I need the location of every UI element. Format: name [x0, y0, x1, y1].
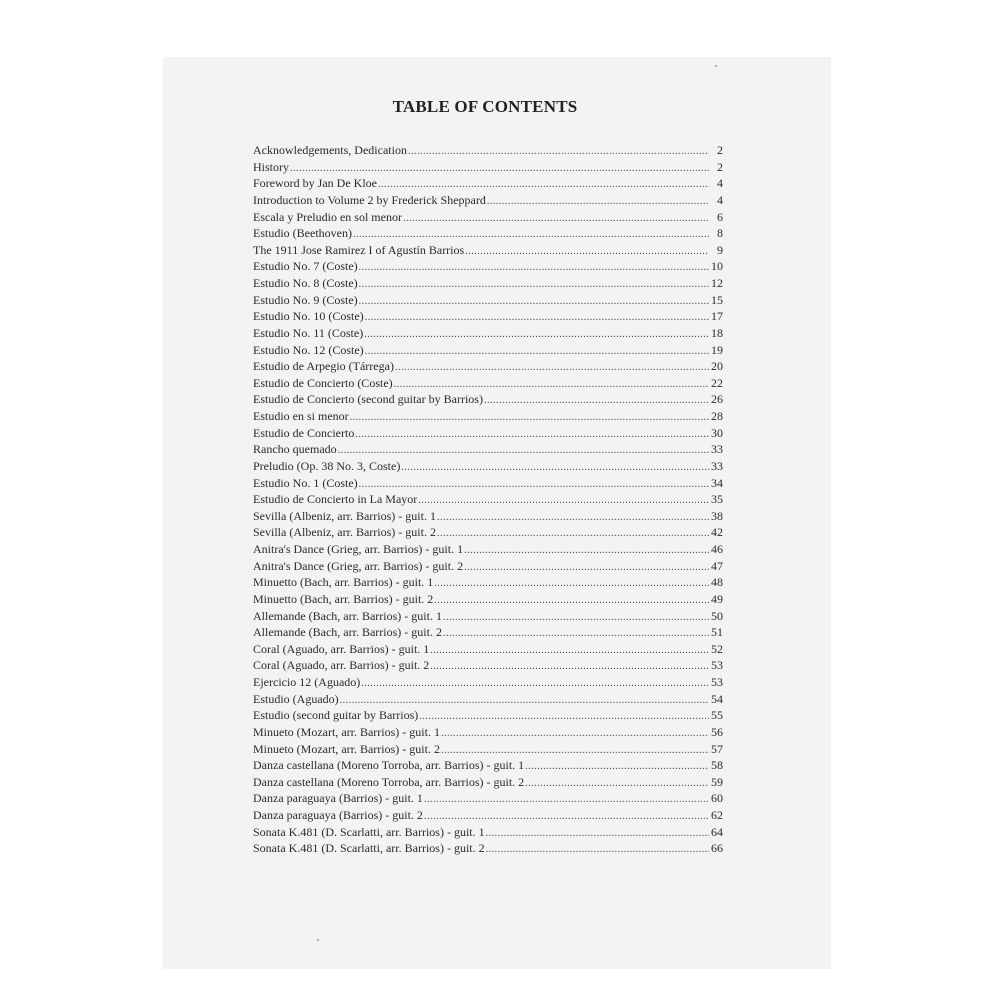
- dot-leader: [355, 427, 709, 444]
- dot-leader: [487, 194, 709, 211]
- toc-entry-title: History: [253, 159, 289, 174]
- toc-entry: [253, 275, 723, 292]
- toc-entry-title: Acknowledgements, Dedication: [253, 143, 407, 157]
- toc-entry: [253, 541, 723, 558]
- toc-entry-title: Sonata K.481 (D. Scarlatti, arr. Barrios) - guit. 1: [253, 824, 485, 839]
- toc-entry-page-number: 58: [711, 758, 723, 773]
- toc-entry-page-number: 34: [711, 475, 723, 490]
- dot-leader: [443, 626, 709, 643]
- toc-entry-page-number: 28: [711, 409, 723, 423]
- dot-leader: [525, 759, 709, 776]
- toc-entry: [253, 641, 723, 658]
- toc-entry: [253, 425, 723, 442]
- dot-leader: [359, 294, 709, 311]
- toc-entry: [253, 807, 723, 824]
- dot-leader: [408, 144, 709, 161]
- toc-entry-title: Danza castellana (Moreno Torroba, arr. Barrios) - guit. 2: [253, 774, 525, 789]
- toc-entry-page-number: 48: [711, 575, 723, 590]
- dot-leader: [430, 643, 709, 660]
- dot-leader: [361, 676, 709, 693]
- dot-leader: [359, 260, 709, 277]
- dot-leader: [424, 792, 709, 809]
- toc-entry: [253, 491, 723, 508]
- dot-leader: [419, 709, 709, 726]
- toc-entry-title: Sonata K.481 (D. Scarlatti, arr. Barrios) - guit. 2: [253, 841, 485, 856]
- toc-entry-title: Anitra's Dance (Grieg, arr. Barrios) - guit. 2: [253, 558, 464, 573]
- dot-leader: [365, 310, 709, 327]
- toc-entry: [253, 358, 723, 375]
- dot-leader: [434, 576, 709, 593]
- toc-list: [253, 142, 723, 857]
- toc-entry-page-number: 4: [717, 176, 723, 191]
- toc-entry: [253, 475, 723, 492]
- paper-speck: [715, 65, 717, 67]
- dot-leader: [434, 593, 709, 610]
- toc-entry-page-number: 8: [717, 226, 723, 241]
- toc-entry-page-number: 56: [711, 724, 723, 739]
- dot-leader: [443, 610, 709, 627]
- toc-entry-title: Estudio de Concierto (second guitar by Barrios): [253, 392, 483, 407]
- toc-entry-page-number: 52: [711, 641, 723, 656]
- toc-entry-page-number: 20: [711, 359, 723, 374]
- toc-entry-title: Coral (Aguado, arr. Barrios) - guit. 1: [253, 641, 430, 656]
- toc-entry-title: Escala y Preludio en sol menor: [253, 209, 402, 224]
- toc-entry-title: Coral (Aguado, arr. Barrios) - guit. 2: [253, 658, 430, 673]
- toc-entry: [253, 242, 723, 259]
- toc-entry: [253, 741, 723, 758]
- toc-entry: [253, 375, 723, 392]
- toc-entry: [253, 790, 723, 807]
- toc-entry-title: Allemande (Bach, arr. Barrios) - guit. 2: [253, 625, 442, 640]
- toc-entry-page-number: 49: [711, 591, 723, 606]
- toc-entry-page-number: 33: [711, 442, 723, 457]
- toc-entry-title: Estudio en si menor: [253, 409, 349, 423]
- toc-entry-title: Rancho quemado: [253, 442, 337, 457]
- toc-entry: [253, 458, 723, 475]
- dot-leader: [465, 244, 709, 261]
- toc-entry: [253, 508, 723, 525]
- toc-entry-title: Estudio de Arpegio (Tárrega): [253, 359, 394, 374]
- toc-entry: [253, 175, 723, 192]
- toc-entry-page-number: 35: [711, 492, 723, 507]
- toc-entry-page-number: 53: [711, 658, 723, 673]
- toc-entry-title: Danza paraguaya (Barrios) - guit. 2: [253, 808, 423, 822]
- dot-leader: [401, 460, 709, 477]
- document-page: [163, 57, 831, 969]
- toc-entry-title: Estudio No. 12 (Coste): [253, 342, 364, 357]
- toc-entry: [253, 292, 723, 309]
- toc-entry-page-number: 64: [711, 824, 723, 839]
- dot-leader: [525, 776, 709, 793]
- toc-entry: [253, 608, 723, 625]
- dot-leader: [441, 726, 709, 743]
- toc-entry-page-number: 42: [711, 525, 723, 540]
- dot-leader: [486, 842, 709, 859]
- toc-entry-page-number: 4: [717, 192, 723, 207]
- dot-leader: [364, 327, 709, 344]
- toc-entry-page-number: 59: [711, 774, 723, 789]
- toc-entry-page-number: 57: [711, 741, 723, 756]
- toc-entry: [253, 225, 723, 242]
- toc-entry: [253, 209, 723, 226]
- toc-entry-page-number: 66: [711, 841, 723, 856]
- toc-entry-title: Sevilla (Albeniz, arr. Barrios) - guit. 1: [253, 508, 436, 523]
- toc-entry-title: Introduction to Volume 2 by Frederick Sheppard: [253, 192, 486, 207]
- dot-leader: [350, 410, 709, 427]
- toc-entry-title: Estudio No. 10 (Coste): [253, 309, 364, 324]
- toc-entry: [253, 624, 723, 641]
- toc-entry: [253, 558, 723, 575]
- toc-entry: [253, 674, 723, 691]
- toc-entry: [253, 159, 723, 176]
- toc-entry-page-number: 55: [711, 708, 723, 723]
- toc-entry-title: Estudio (Beethoven): [253, 226, 352, 241]
- toc-entry: [253, 342, 723, 359]
- dot-leader: [484, 393, 709, 410]
- toc-entry-page-number: 60: [711, 791, 723, 806]
- page-title: TABLE OF CONTENTS: [392, 97, 578, 116]
- toc-entry: [253, 441, 723, 458]
- toc-entry-page-number: 18: [711, 325, 723, 340]
- toc-entry-page-number: 17: [711, 309, 723, 324]
- toc-entry: [253, 774, 723, 791]
- toc-entry: [253, 657, 723, 674]
- toc-entry-page-number: 53: [711, 675, 723, 689]
- toc-entry-page-number: 26: [711, 392, 723, 407]
- toc-entry-page-number: 62: [711, 808, 723, 822]
- dot-leader: [486, 826, 709, 843]
- toc-entry: [253, 824, 723, 841]
- toc-entry-title: Minueto (Mozart, arr. Barrios) - guit. 2: [253, 741, 440, 756]
- dot-leader: [395, 360, 709, 377]
- toc-entry: [253, 142, 723, 159]
- toc-entry-page-number: 22: [711, 375, 723, 390]
- dot-leader: [359, 277, 709, 294]
- toc-entry: [253, 591, 723, 608]
- toc-entry-title: Estudio No. 1 (Coste): [253, 475, 358, 490]
- toc-entry-page-number: 12: [711, 276, 723, 290]
- toc-entry-title: Preludio (Op. 38 No. 3, Coste): [253, 458, 401, 473]
- dot-leader: [418, 493, 709, 510]
- toc-entry-title: Danza castellana (Moreno Torroba, arr. Barrios) - guit. 1: [253, 758, 525, 773]
- toc-entry-title: The 1911 Jose Ramirez I of Agustín Barrios: [253, 242, 465, 257]
- dot-leader: [464, 560, 709, 577]
- toc-entry-title: Estudio de Concierto: [253, 425, 355, 440]
- toc-entry: [253, 691, 723, 708]
- toc-entry-page-number: 19: [711, 342, 723, 357]
- toc-entry: [253, 408, 723, 425]
- dot-leader: [365, 344, 709, 361]
- toc-entry: [253, 757, 723, 774]
- toc-entry-page-number: 2: [717, 143, 723, 157]
- toc-entry-page-number: 46: [711, 542, 723, 556]
- toc-entry-title: Estudio (second guitar by Barrios): [253, 708, 419, 723]
- toc-entry: [253, 325, 723, 342]
- toc-entry-page-number: 47: [711, 558, 723, 573]
- toc-entry-page-number: 54: [711, 691, 723, 706]
- toc-entry-page-number: 15: [711, 292, 723, 307]
- paper-speck: [317, 939, 319, 941]
- toc-entry-page-number: 50: [711, 608, 723, 623]
- toc-entry: [253, 724, 723, 741]
- toc-entry-page-number: 51: [711, 625, 723, 640]
- toc-entry-title: Sevilla (Albeniz, arr. Barrios) - guit. 2: [253, 525, 436, 540]
- toc-entry-title: Estudio No. 7 (Coste): [253, 259, 358, 274]
- toc-entry-title: Anitra's Dance (Grieg, arr. Barrios) - guit. 1: [253, 542, 464, 556]
- toc-entry-title: Foreword by Jan De Kloe: [253, 176, 377, 191]
- toc-entry-title: Minuetto (Bach, arr. Barrios) - guit. 2: [253, 591, 434, 606]
- toc-entry-title: Minuetto (Bach, arr. Barrios) - guit. 1: [253, 575, 434, 590]
- toc-entry-page-number: 6: [717, 209, 723, 224]
- toc-entry: [253, 840, 723, 857]
- toc-entry: [253, 258, 723, 275]
- toc-entry-page-number: 38: [711, 508, 723, 523]
- dot-leader: [437, 510, 709, 527]
- dot-leader: [403, 211, 709, 228]
- toc-entry-page-number: 33: [711, 458, 723, 473]
- toc-entry: [253, 707, 723, 724]
- toc-entry-title: Ejercicio 12 (Aguado): [253, 675, 361, 689]
- toc-entry-title: Estudio de Concierto in La Mayor: [253, 492, 418, 507]
- toc-entry-title: Estudio (Aguado): [253, 691, 339, 706]
- toc-entry: [253, 391, 723, 408]
- toc-entry-title: Estudio No. 11 (Coste): [253, 325, 364, 340]
- toc-entry-title: Minueto (Mozart, arr. Barrios) - guit. 1: [253, 724, 440, 739]
- toc-entry: [253, 308, 723, 325]
- toc-entry-page-number: 30: [711, 425, 723, 440]
- toc-entry-page-number: 10: [711, 259, 723, 274]
- toc-entry: [253, 524, 723, 541]
- toc-entry-page-number: 9: [717, 242, 723, 257]
- toc-entry-title: Estudio No. 9 (Coste): [253, 292, 358, 307]
- dot-leader: [464, 543, 709, 560]
- toc-entry-page-number: 2: [717, 159, 723, 174]
- toc-entry-title: Estudio de Concierto (Coste): [253, 375, 393, 390]
- dot-leader: [437, 526, 709, 543]
- toc-entry-title: Danza paraguaya (Barrios) - guit. 1: [253, 791, 423, 806]
- toc-entry-title: Estudio No. 8 (Coste): [253, 276, 358, 290]
- toc-entry-title: Allemande (Bach, arr. Barrios) - guit. 1: [253, 608, 442, 623]
- toc-entry: [253, 192, 723, 209]
- dot-leader: [430, 659, 709, 676]
- toc-entry: [253, 574, 723, 591]
